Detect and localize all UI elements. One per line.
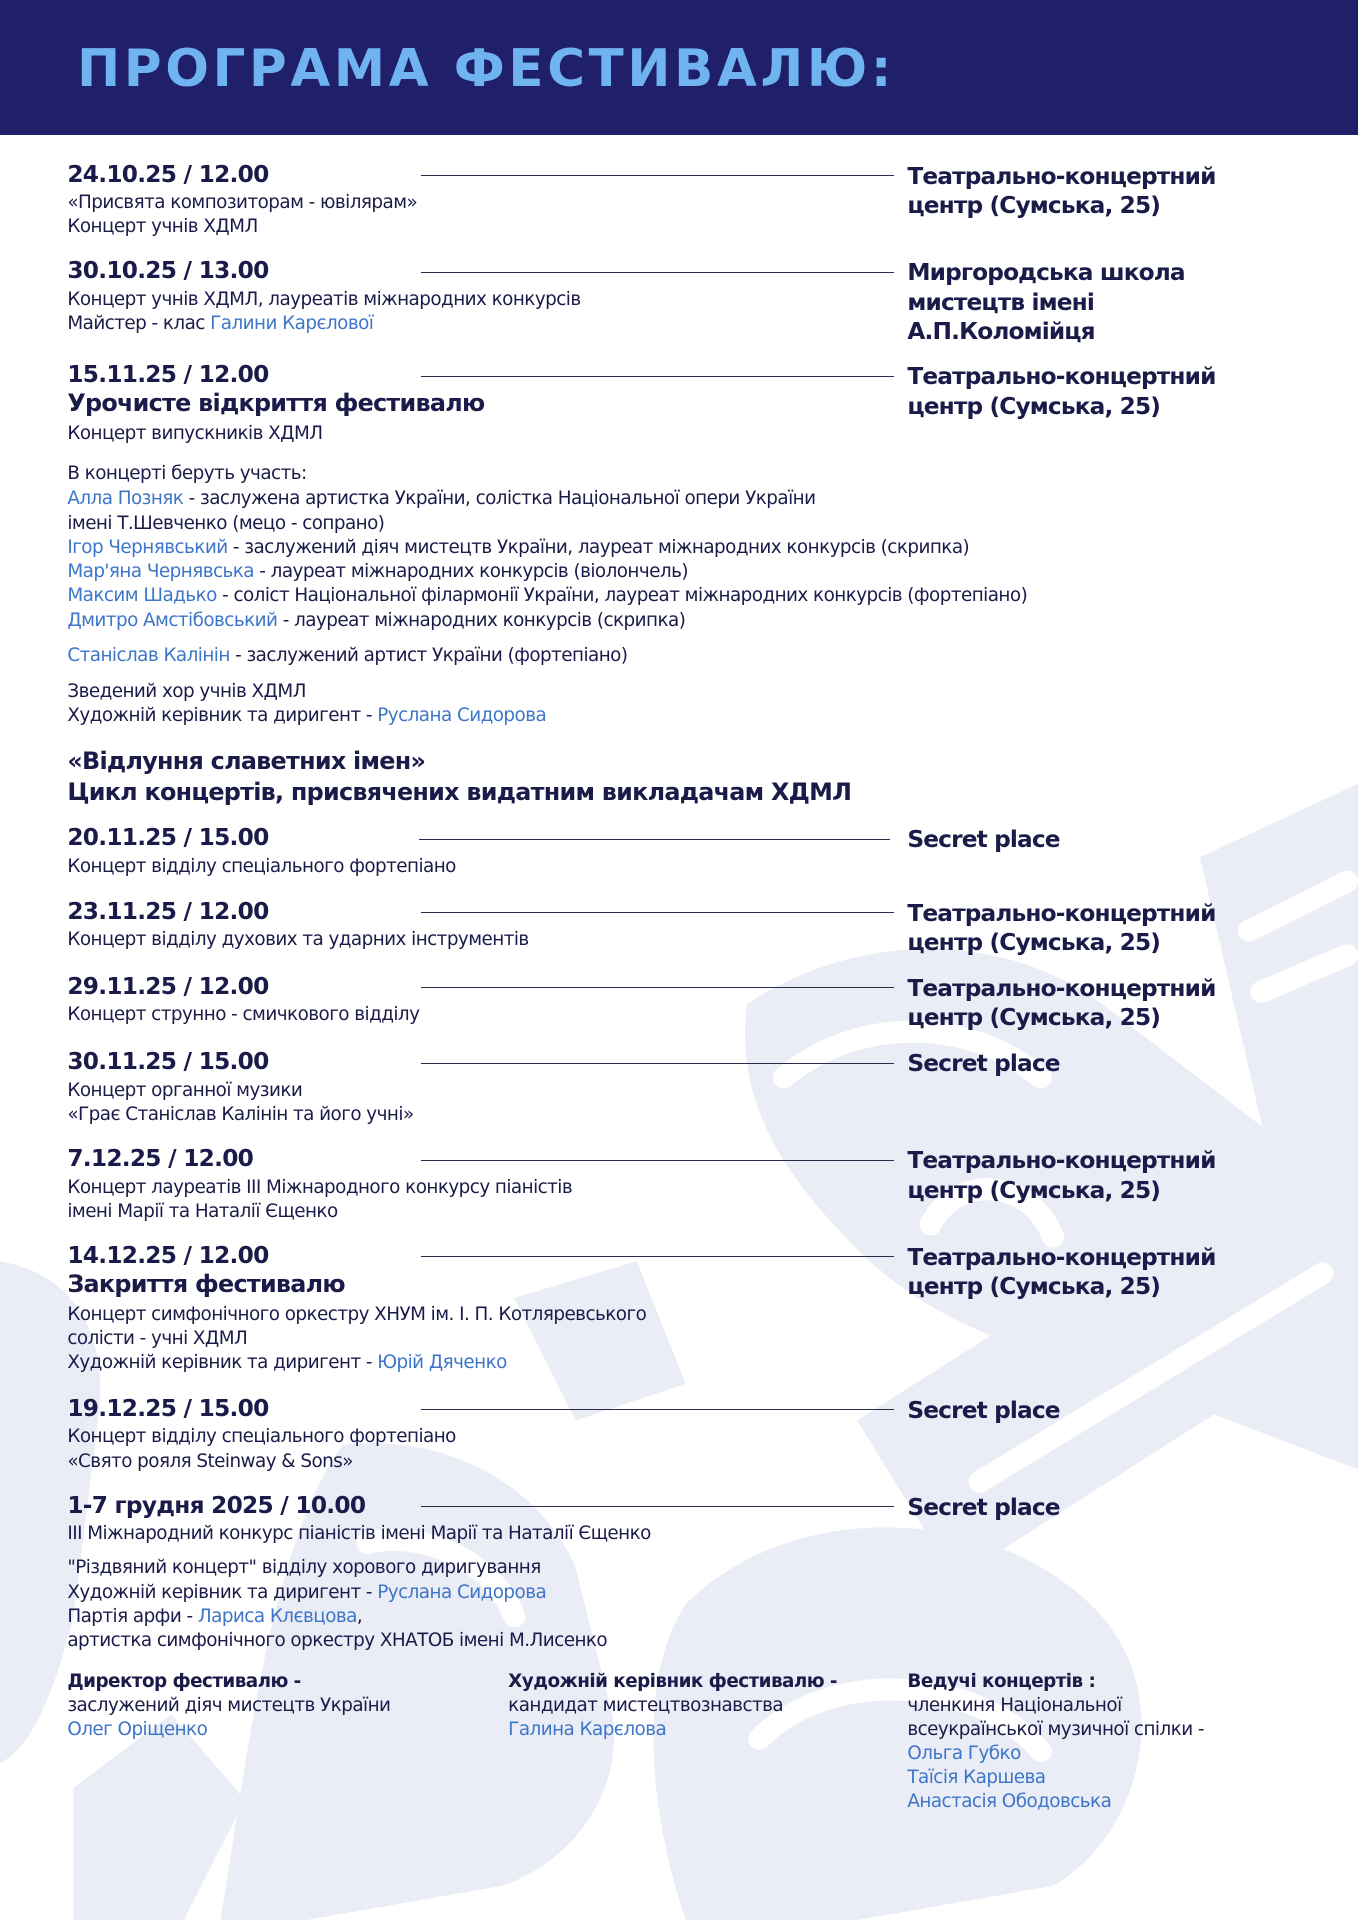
text-run: - заслужений артист України (фортепіано) [229,645,628,667]
footer-line [67,1694,390,1718]
person-name: Алла Позняк [67,488,184,510]
event-description-line [67,1200,337,1224]
person-name: Галина Карєлова [508,1719,667,1740]
venue-line: Secret place [907,1050,1060,1078]
text-run: - лауреат міжнародних конкурсів (віолончель) [254,561,688,583]
divider-line [421,1160,894,1161]
participant-line [67,536,969,560]
participant-line [67,584,1027,608]
person-name: Дмитро Амстібовський [67,609,278,631]
event-description-line [67,191,417,215]
event-date: 19.12.25 / 15.00 [67,1394,269,1422]
footer-line [67,1670,390,1694]
footer-line [508,1670,837,1694]
event-date: 14.12.25 / 12.00 [67,1241,269,1269]
person-name: Станіслав Калінін [67,645,230,667]
divider-line [421,272,894,273]
christmas-line [67,1581,546,1605]
text-run: «Свято рояля Steinway & Sons» [67,1450,353,1472]
venue-line: центр (Сумська, 25) [907,392,1161,420]
person-name: Руслана Сидорова [377,705,547,727]
venue-line: Театрально-концертний [907,363,1216,391]
venue-line: мистецтв імені [907,288,1094,316]
text-run: "Різдвяний концерт" відділу хорового диригування [67,1557,541,1579]
venue-line: центр (Сумська, 25) [907,192,1161,220]
text-run: Концерт випускників ХДМЛ [67,423,323,445]
event-venue [907,1396,1059,1425]
venue-line: Secret place [907,826,1060,854]
person-name: Олег Оріщенко [67,1719,208,1740]
event-date: 7.12.25 / 12.00 [67,1145,254,1173]
event-title: Закриття фестивалю [67,1269,345,1298]
event-description-line [67,1103,413,1127]
event-description-line [67,1351,507,1375]
divider-line [421,1506,894,1507]
event-date: 1-7 грудня 2025 / 10.00 [67,1491,366,1519]
person-name: Таїсія Каршева [907,1766,1046,1788]
divider-line [421,1409,894,1410]
footer-line [907,1670,1204,1694]
person-name: Юрій Дяченко [377,1352,507,1374]
event-venue [907,825,1059,854]
text-run: імені Марії та Наталії Єщенко [67,1200,338,1222]
event-venue [907,162,1215,221]
person-name: Ігор Чернявський [67,536,228,558]
footer-line [907,1742,1204,1766]
venue-line: Secret place [907,1493,1060,1521]
text-run: Ведучі концертів : [907,1671,1096,1693]
event-venue [907,1049,1059,1078]
text-run: Концерт відділу спеціального фортепіано [67,1426,456,1448]
page-title: ПРОГРАМА ФЕСТИВАЛЮ: [77,39,896,100]
festival-director [67,1670,390,1742]
divider-line [421,1256,894,1257]
person-name: Анастасія Ободовська [907,1790,1112,1812]
footer-line [907,1790,1204,1814]
event-description-line [67,215,257,239]
venue-line: центр (Сумська, 25) [907,929,1161,957]
concert-hosts [907,1670,1204,1813]
event-date: 24.10.25 / 12.00 [67,160,269,188]
christmas-line [67,1605,362,1629]
event-description-line [67,1327,247,1351]
text-run: - заслужена артистка України, солістка Національної опери України [183,488,816,510]
text-run: Партія арфи - [67,1605,198,1627]
text-run: Концерт лауреатів ІІІ Міжнародного конкурсу піаністів [67,1176,573,1198]
event-description-line [67,1522,651,1546]
participant-line [67,487,815,511]
divider-line [421,912,894,913]
text-run: заслужений діяч мистецтв України [67,1695,391,1717]
text-run: Художній керівник та диригент - [67,1581,378,1603]
divider-line [419,839,890,840]
event-description-line [67,1176,572,1200]
event-venue [907,1493,1059,1522]
choir-line [67,680,306,704]
event-description-line [67,855,456,879]
footer-line [508,1694,837,1718]
text-run: Зведений хор учнів ХДМЛ [67,680,306,702]
text-run: Концерт симфонічного оркестру ХНУМ ім. І. П. Котляревського [67,1303,647,1325]
event-description-line [67,1450,353,1474]
event-date: 30.10.25 / 13.00 [67,257,269,285]
venue-line: Театрально-концертний [907,1147,1216,1175]
event-description-line [67,422,322,446]
event-venue [907,1243,1215,1302]
event-description-line [67,1303,646,1327]
event-venue [907,899,1215,958]
text-run: - лауреат міжнародних конкурсів (скрипка) [277,609,686,631]
text-run: кандидат мистецтвознавства [508,1695,784,1717]
event-date: 20.11.25 / 15.00 [67,824,269,852]
venue-line: Театрально-концертний [907,162,1216,190]
event-description-line [67,312,373,336]
text-run: Концерт учнів ХДМЛ [67,216,258,238]
text-run: ІІІ Міжнародний конкурс піаністів імені Марії та Наталії Єщенко [67,1523,651,1545]
text-run: Майстер - клас [67,313,211,334]
text-run: «Грає Станіслав Калінін та його учні» [67,1104,414,1126]
text-run: членкиня Національної [907,1695,1122,1717]
venue-line: Миргородська школа [907,259,1185,287]
event-date: 23.11.25 / 12.00 [67,897,269,925]
text-run: всеукраїнської музичної спілки - [907,1719,1204,1740]
event-description-line [67,288,580,312]
person-name: Лариса Клєвцова [197,1605,357,1627]
text-run: Директор фестивалю - [67,1671,301,1693]
event-venue [907,362,1215,421]
venue-line: Театрально-концертний [907,899,1216,927]
person-name: Ольга Губко [907,1742,1021,1764]
text-run: Концерт учнів ХДМЛ, лауреатів міжнародних конкурсів [67,288,581,310]
text-run: «Присвята композиторам - ювілярам» [67,192,418,213]
text-run: Художній керівник та диригент - [67,705,378,727]
text-run: Концерт струнно - смичкового відділу [67,1003,420,1025]
header-bar [0,0,1358,135]
event-date: 15.11.25 / 12.00 [67,361,269,389]
christmas-line [67,1629,607,1653]
text-run: Художній керівник фестивалю - [508,1671,837,1693]
participant-line [67,560,688,584]
person-name: Мар'яна Чернявська [67,561,255,583]
venue-line: Театрально-концертний [907,1243,1216,1271]
text-run: - соліст Національної філармонії України, лауреат міжнародних конкурсів (фортепіано) [216,585,1028,607]
footer-line [508,1718,837,1742]
venue-line: центр (Сумська, 25) [907,1273,1161,1301]
event-venue [907,258,1184,346]
venue-line: Secret place [907,1396,1060,1424]
event-venue [907,1146,1215,1205]
text-run: імені Т.Шевченко (мецо - сопрано) [67,512,385,534]
footer-line [67,1718,390,1742]
event-description-line [67,1003,419,1027]
venue-line: А.П.Коломійця [907,318,1095,346]
event-description-line [67,928,528,952]
festival-art-director [508,1670,837,1742]
person-name: Максим Шадько [67,585,217,607]
person-name: Галини Карєлової [210,313,374,334]
footer-line [907,1718,1204,1742]
text-run: Концерт органної музики [67,1079,303,1101]
cycle-subtitle: Цикл концертів, присвячених видатним викладачам ХДМЛ [67,777,852,806]
person-name: Руслана Сидорова [377,1581,547,1603]
participant-line [67,644,627,668]
venue-line: Театрально-концертний [907,974,1216,1002]
divider-line [421,987,894,988]
cycle-title: «Відлуння славетних імен» [67,746,426,775]
text-run: Концерт відділу спеціального фортепіано [67,855,456,877]
event-date: 30.11.25 / 15.00 [67,1048,269,1076]
event-description-line [67,1425,456,1449]
divider-line [421,376,894,377]
divider-line [421,175,894,176]
divider-line [421,1063,894,1064]
event-title: Урочисте відкриття фестивалю [67,389,485,418]
event-venue [907,974,1215,1033]
participant-line [67,512,384,536]
christmas-line [67,1556,540,1580]
footer-line [907,1694,1204,1718]
text-run: Концерт відділу духових та ударних інструментів [67,929,529,951]
text-run: Художній керівник та диригент - [67,1352,378,1374]
text-run: артистка симфонічного оркестру ХНАТОБ імені М.Лисенко [67,1630,608,1652]
venue-line: центр (Сумська, 25) [907,1176,1161,1204]
choir-line [67,704,546,728]
venue-line: центр (Сумська, 25) [907,1003,1161,1031]
text-run: - заслужений діяч мистецтв України, лауреат міжнародних конкурсів (скрипка) [227,536,970,558]
event-description-line [67,1079,302,1103]
text-run: солісти - учні ХДМЛ [67,1328,248,1350]
text-run: , [356,1605,363,1627]
participants-intro: В концерті беруть участь: [67,462,307,484]
event-date: 29.11.25 / 12.00 [67,972,269,1000]
footer-line [907,1766,1204,1790]
participant-line [67,609,685,633]
